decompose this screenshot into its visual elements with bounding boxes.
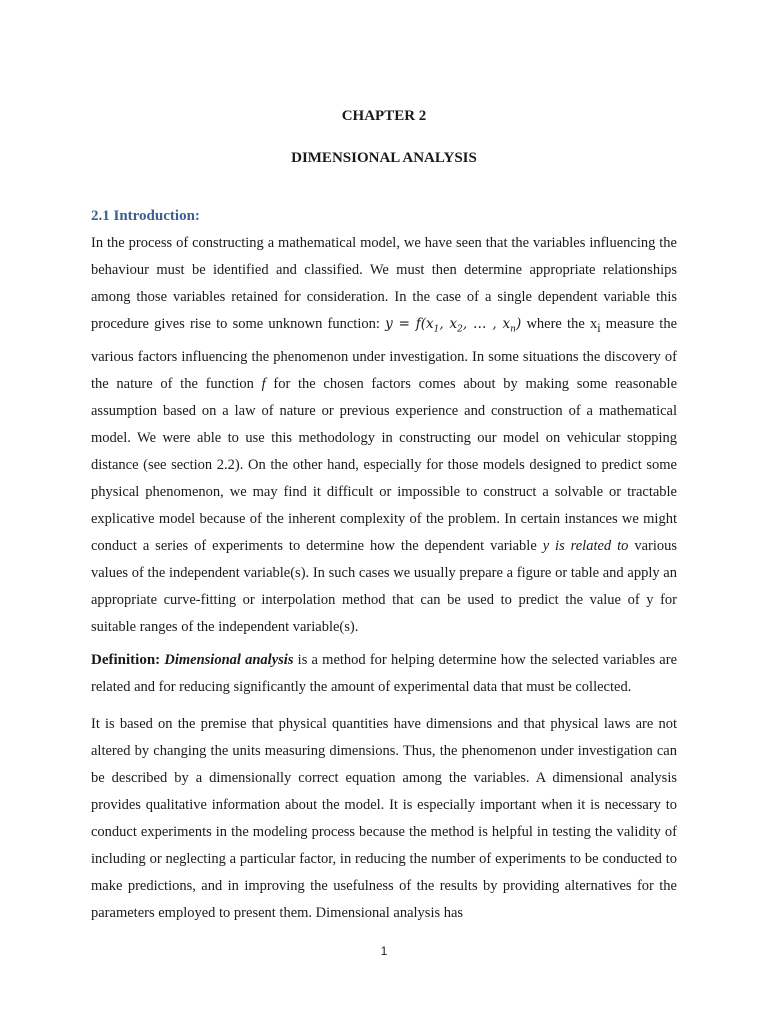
- equation-lhs: y = f(x: [385, 316, 434, 332]
- intro-text-1: In the process of constructing a mathematical model, we have seen that the variables influencing the behaviour must be identified and classified. We must then determine appropriate relationships among those variables retained for consideration. In the case of a single dependent variable this procedure gives rise to some unknown function:: [91, 235, 677, 332]
- intro-paragraph: [91, 230, 677, 641]
- intro-text-4: for the chosen factors comes about by making some reasonable assumption based on a law of nature or previous experience and construction of a mathematical model. We were able to use this methodology in constructing our model on vehicular stopping distance (see section 2.2). On the other hand, especially for those models designed to predict some physical phenomenon, we may find it difficult or impossible to construct a solvable or tractable explicative model because of the inherent complexity of the problem. In certain instances we might conduct a series of experiments to determine how the dependent variable: [91, 375, 678, 554]
- definition-text: is a method for helping determine how the selected variables are related and for reducing significantly the amount of experimental data that must be collected.: [91, 652, 678, 695]
- equation-sub-n: n: [510, 324, 516, 335]
- equation-mid-1: , x: [439, 316, 458, 332]
- equation-sub-1: 1: [433, 324, 440, 335]
- y-related-phrase: y is related to: [542, 537, 629, 554]
- intro-text-5: various values of the independent variable(s). In such cases we usually prepare a figure or table and apply an appropriate curve-fitting or interpolation method that can be used to predict the value of y for suitable ranges of the independent variable(s).: [91, 537, 678, 635]
- section-heading: 2.1 Introduction:: [91, 208, 200, 224]
- chapter-title: DIMENSIONAL ANALYSIS: [291, 150, 477, 166]
- equation-sub-2: 2: [457, 324, 463, 335]
- equation: [385, 316, 522, 335]
- x-subscript-i: i: [597, 320, 601, 335]
- equation-close: ): [515, 316, 522, 332]
- function-f: f: [261, 375, 266, 392]
- chapter-number: CHAPTER 2: [341, 108, 427, 124]
- definition-term: Dimensional analysis: [164, 652, 294, 668]
- intro-text-2: where the x: [521, 316, 598, 332]
- definition-label: Definition:: [91, 652, 161, 668]
- equation-mid-2: , … , x: [462, 316, 511, 332]
- definition-paragraph: [91, 647, 677, 701]
- intro-text-3: measure the various factors influencing the phenomenon under investigation. In some situations the discovery of the nature of the function: [91, 316, 678, 392]
- premise-paragraph: It is based on the premise that physical quantities have dimensions and that physical laws are not altered by changing the units measuring dimensions. Thus, the phenomenon under investigation can be described by a dimensionally correct equation among the variables. A dimensional analysis provides qualitative information about the model. It is especially important when it is necessary to conduct experiments in the modeling process because the method is helpful in testing the validity of including or neglecting a particular factor, in reducing the number of experiments to be conducted to make predictions, and in improving the usefulness of the results by providing alternatives for the parameters employed to present them. Dimensional analysis has: [91, 716, 677, 921]
- page-number: 1: [380, 944, 388, 958]
